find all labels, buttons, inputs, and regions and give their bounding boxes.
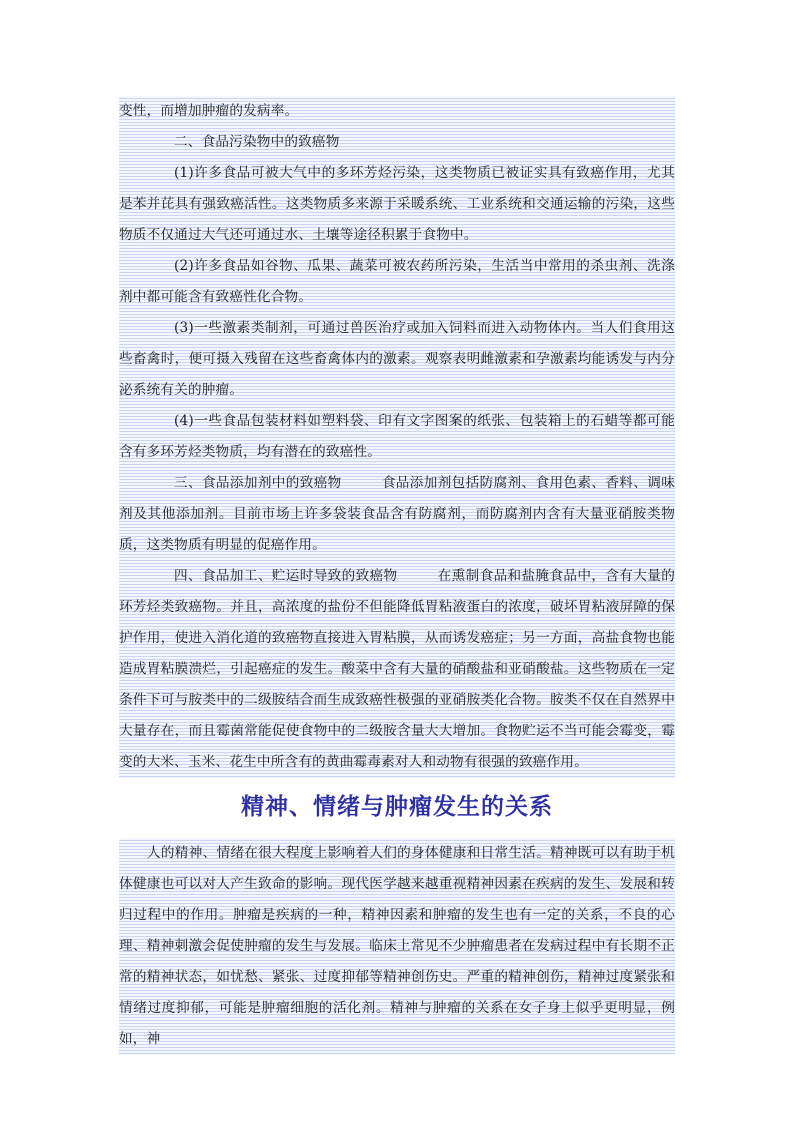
paragraph-item-4: (4)一些食品包装材料如塑料袋、印有文字图案的纸张、包装箱上的石蜡等都可能含有多环芳烃类物质，均有潜在的致癌性。 — [119, 413, 675, 460]
paragraph-food-additives — [119, 468, 675, 561]
paragraph-item-1: (1)许多食品可被大气中的多环芳烃污染，这类物质已被证实具有致癌作用，尤其是苯并芘具有强致癌活性。这类物质多来源于采暖系统、工业系统和交通运输的污染，这些物质不仅通过大气还可通过水、土壤等途径积累于食物中。 — [119, 165, 675, 243]
paragraph-food-additives-text: 食品添加剂包括防腐剂、食用色素、香料、调味剂及其他添加剂。目前市场上许多袋装食品含有防腐剂，而防腐剂内含有大量亚硝胺类物质，这类物质有明显的促癌作用。 — [119, 475, 675, 553]
text-block-emotion-tumor — [119, 838, 675, 1055]
subheading-food-additives: 三、食品添加剂中的致癌物 — [174, 475, 342, 491]
document-page — [119, 96, 675, 1055]
paragraph-food-processing — [119, 561, 675, 778]
paragraph-continuation: 变性，而增加肿瘤的发病率。 — [119, 103, 299, 119]
subheading-food-contaminants: 二、食品污染物中的致癌物 — [174, 134, 340, 150]
paragraph-item-3: (3)一些激素类制剂，可通过兽医治疗或加入饲料而进入动物体内。当人们食用这些畜禽时，便可摄入残留在这些畜禽体内的激素。观察表明雌激素和孕激素均能诱发与内分泌系统有关的肿瘤。 — [119, 320, 675, 398]
section-title: 精神、情绪与肿瘤发生的关系 — [119, 782, 675, 832]
paragraph-food-processing-text: 在熏制食品和盐腌食品中，含有大量的环芳烃类致癌物。并且，高浓度的盐份不但能降低胃粘液蛋白的浓度，破坏胃粘液屏障的保护作用，使进入消化道的致癌物直接进入胃粘膜，从而诱发癌症；另一方面，高盐食物也能造成胃粘膜溃烂，引起癌症的发生。酸菜中含有大量的硝酸盐和亚硝酸盐。这些物质在一定条件下可与胺类中的二级胺结合而生成致癌性极强的亚硝胺类化合物。胺类不仅在自然界中大量存在，而且霉菌常能促使食物中的二级胺含量大大增加。食物贮运不当可能会霉变，霉变的大米、玉米、花生中所含有的黄曲霉毒素对人和动物有很强的致癌作用。 — [119, 568, 675, 770]
text-block-food-carcinogens — [119, 96, 675, 778]
paragraph-item-2: (2)许多食品如谷物、瓜果、蔬菜可被农药所污染，生活当中常用的杀虫剂、洗涤剂中都可能含有致癌性化合物。 — [119, 258, 675, 305]
subheading-food-processing: 四、食品加工、贮运时导致的致癌物 — [174, 568, 398, 584]
paragraph-emotion-intro: 人的精神、情绪在很大程度上影响着人们的身体健康和日常生活。精神既可以有助于机体健康也可以对人产生致命的影响。现代医学越来越重视精神因素在疾病的发生、发展和转归过程中的作用。肿瘤是疾病的一种，精神因素和肿瘤的发生也有一定的关系，不良的心理、精神刺激会促使肿瘤的发生与发展。临床上常见不少肿瘤患者在发病过程中有长期不正常的精神状态，如忧愁、紧张、过度抑郁等精神创伤史。严重的精神创伤，精神过度紧张和情绪过度抑郁，可能是肿瘤细胞的活化剂。精神与肿瘤的关系在女子身上似乎更明显，例如，神 — [119, 845, 675, 1047]
